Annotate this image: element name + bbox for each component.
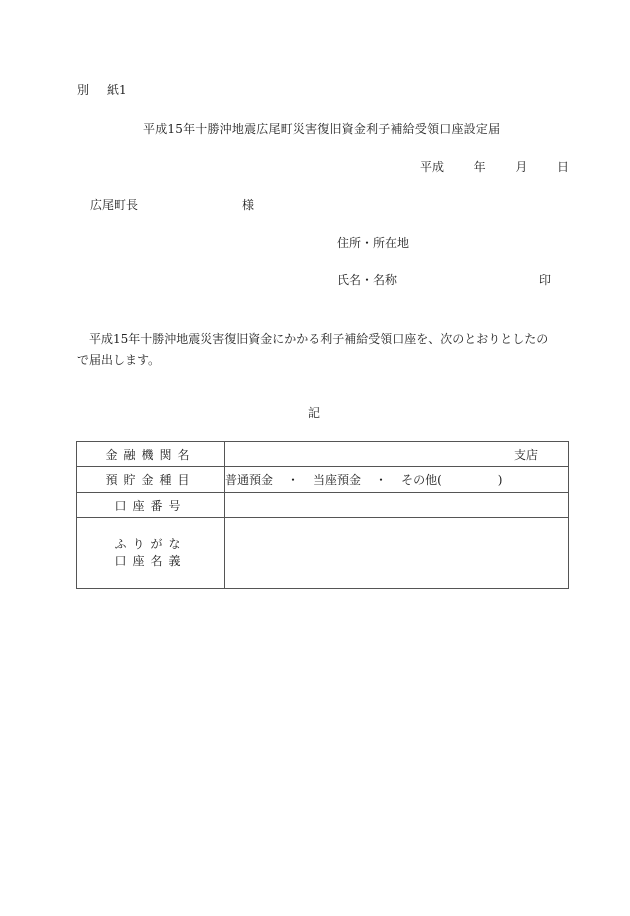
- deposit-type-label: 預貯金種目: [77, 467, 225, 493]
- date-month-label: 月: [515, 160, 528, 174]
- table-row-deposit-type: [77, 467, 569, 493]
- bank-name-label: 金融機関名: [77, 442, 225, 467]
- attachment-label-part1: 別: [77, 83, 90, 97]
- date-day-label: 日: [557, 160, 570, 174]
- account-form-table: [76, 441, 569, 589]
- deposit-type-field[interactable]: [225, 467, 569, 493]
- table-row-account-number: [77, 493, 569, 518]
- body-paragraph: 平成15年十勝沖地震災害復旧資金にかかる利子補給受領口座を、次のとおりとしたので届出します。: [77, 332, 549, 367]
- bank-name-field[interactable]: [225, 442, 569, 467]
- separator: ・: [375, 473, 388, 487]
- seal-label: 印: [539, 273, 552, 287]
- option-ordinary[interactable]: 普通預金: [225, 473, 274, 487]
- account-number-label: 口座番号: [77, 493, 225, 518]
- honorific: 様: [242, 198, 255, 212]
- close-paren: ): [497, 473, 503, 487]
- date-era: 平成: [420, 160, 445, 174]
- attachment-label-part2: 紙1: [107, 83, 127, 97]
- account-holder-label: [77, 518, 225, 589]
- date-year-label: 年: [473, 160, 486, 174]
- date-line: [420, 160, 569, 174]
- account-holder-field[interactable]: [225, 518, 569, 589]
- address-label: 住所・所在地: [337, 236, 410, 250]
- account-holder-name-label: 口座名義: [114, 554, 187, 568]
- attachment-label: [77, 83, 127, 97]
- document-title: 平成15年十勝沖地震広尾町災害復旧資金利子補給受領口座設定届: [143, 122, 501, 136]
- table-row-account-holder: [77, 518, 569, 589]
- name-label: 氏名・名称: [337, 273, 398, 287]
- option-other[interactable]: その他(: [401, 473, 442, 487]
- branch-suffix: 支店: [513, 447, 538, 462]
- separator: ・: [287, 473, 300, 487]
- addressee: 広尾町長: [90, 198, 139, 212]
- table-row-bank-name: [77, 442, 569, 467]
- account-number-field[interactable]: [225, 493, 569, 518]
- option-current[interactable]: 当座預金: [313, 473, 362, 487]
- ki-heading: 記: [308, 406, 321, 420]
- furigana-label: ふりがな: [114, 537, 187, 551]
